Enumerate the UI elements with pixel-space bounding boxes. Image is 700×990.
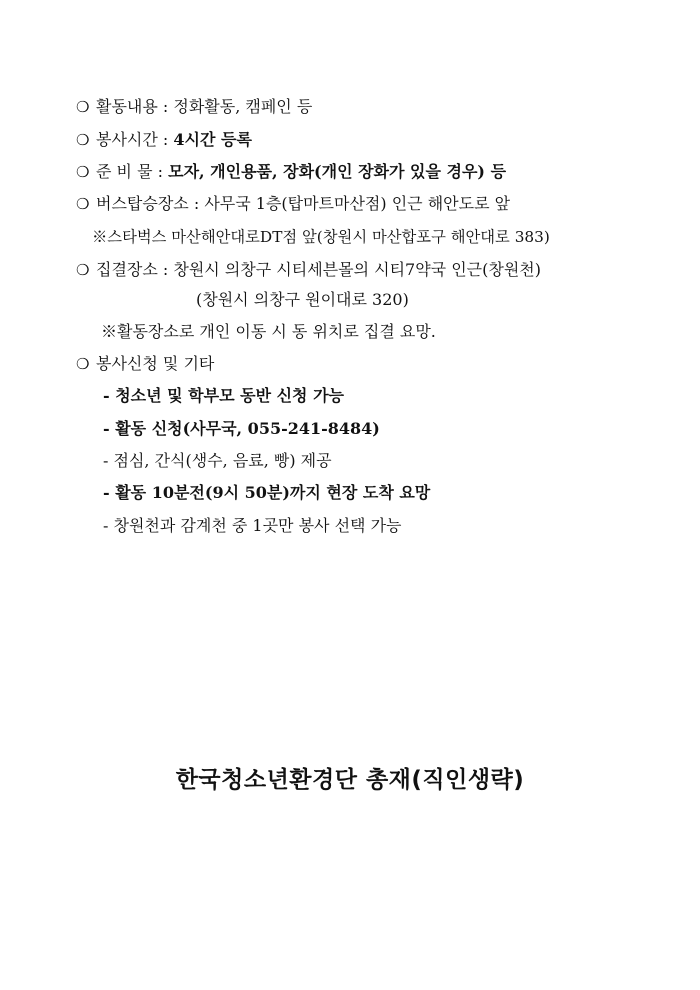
item-label: 활동내용 :: [96, 97, 174, 116]
item-activity-content: [76, 96, 312, 118]
note-individual-travel: ※활동장소로 개인 이동 시 동 위치로 집결 요망.: [101, 322, 436, 341]
note-address: (창원시 의창구 원이대로 320): [196, 290, 409, 309]
item-value: 모자, 개인용품, 장화(개인 장화가 있을 경우) 등: [168, 162, 507, 181]
item-value: 사무국 1층(탑마트마산점) 인근 해안도로 앞: [204, 194, 511, 213]
sub-item-meals: - 점심, 간식(생수, 음료, 빵) 제공: [103, 451, 332, 470]
item-value: 창원시 의창구 시티세븐몰의 시티7약국 인근(창원천): [173, 260, 541, 279]
circle-bullet-icon: ❍: [76, 355, 90, 373]
item-supplies: [76, 161, 506, 183]
item-value: 4시간 등록: [173, 130, 252, 149]
item-gathering-place: [76, 259, 541, 281]
issuer-signature: 한국청소년환경단 총재(직인생략): [175, 767, 525, 793]
sub-item-site-selection: - 창원천과 감계천 중 1곳만 봉사 선택 가능: [103, 516, 402, 535]
circle-bullet-icon: ❍: [76, 131, 90, 149]
item-label: 준 비 물 :: [96, 162, 169, 181]
item-bus-boarding: [76, 193, 510, 215]
note-starbucks: ※스타벅스 마산해안대로DT점 앞(창원시 마산합포구 해안대로 383): [92, 228, 550, 246]
item-label: 봉사신청 및 기타: [96, 354, 215, 373]
circle-bullet-icon: ❍: [76, 163, 90, 181]
item-value: 정화활동, 캠페인 등: [173, 97, 313, 116]
item-label: 집결장소 :: [96, 260, 174, 279]
item-label: 봉사시간 :: [96, 130, 174, 149]
sub-item-youth-parents: - 청소년 및 학부모 동반 신청 가능: [103, 386, 344, 405]
circle-bullet-icon: ❍: [76, 195, 90, 213]
item-volunteer-hours: [76, 129, 252, 151]
item-label: 버스탑승장소 :: [96, 194, 205, 213]
circle-bullet-icon: ❍: [76, 98, 90, 116]
sub-item-arrival-time: - 활동 10분전(9시 50분)까지 현장 도착 요망: [103, 483, 431, 502]
circle-bullet-icon: ❍: [76, 261, 90, 279]
item-application-etc: [76, 353, 214, 375]
sub-item-application: - 활동 신청(사무국, 055-241-8484): [103, 419, 380, 438]
